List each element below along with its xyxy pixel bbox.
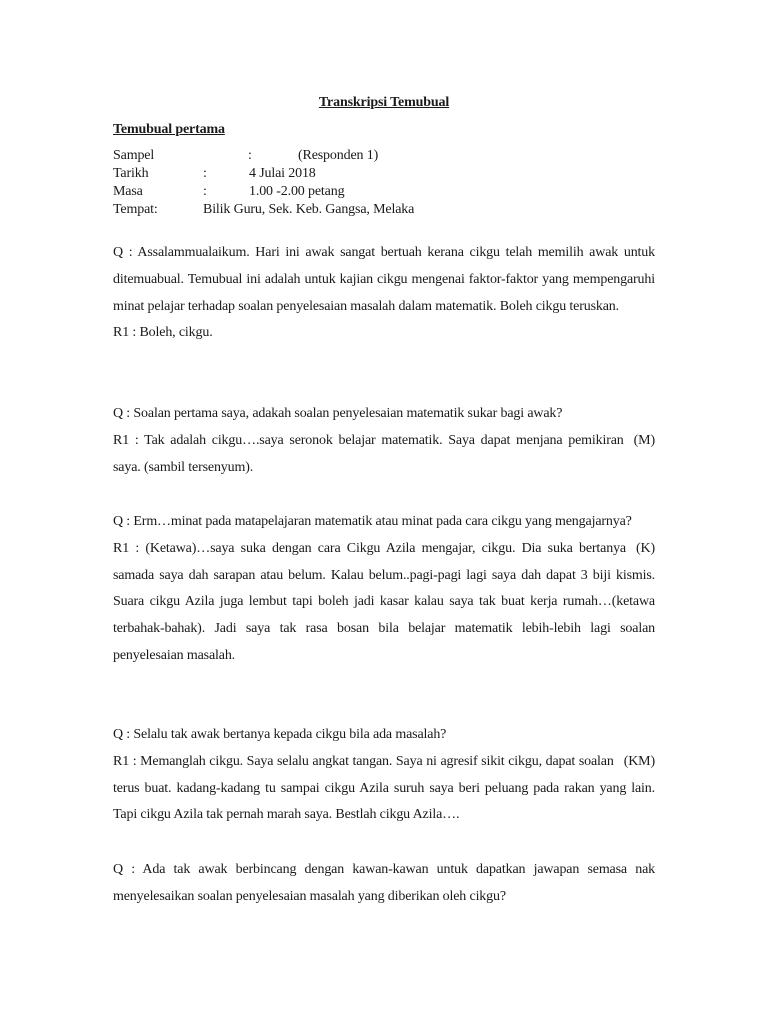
detail-row-tempat [113,201,673,219]
page-title: Transkripsi Temubual [318,95,450,110]
response-text: R1 : Tak adalah cikgu….saya seronok belajar matematik. Saya dapat menjana pemikiran saya. (sambil tersenyum). [113,432,624,475]
response-text: R1 : Memanglah cikgu. Saya selalu angkat tangan. Saya ni agresif sikit cikgu, dapat soalan terus buat. kadang-kadang tu sampai cikgu Azila suruh saya beri peluang pada rakan yang lain. Tapi cikgu Azila tak pernah marah saya. Bestlah cikgu Azila…. [113,753,655,823]
response-text: R1 : (Ketawa)…saya suka dengan cara Cikgu Azila mengajar, cikgu. Dia suka bertanya samada saya dah sarapan atau belum. Kalau belum..pagi-pagi lagi saya dah dapat 3 biji kismis. Suara cikgu Azila juga lembut tapi boleh jadi kasar kalau saya tak buat kerja rumah…(ketawa terbahak-bahak). Jadi saya tak rasa bosan bila belajar matematik lebih-lebih lagi soalan penyelesaian masalah. [113,540,655,663]
question-text: Q : Erm…minat pada matapelajaran matematik atau minat pada cara cikgu yang mengajarnya? [113,514,632,529]
qa-block [113,857,655,911]
qa-block [113,401,655,481]
response-text: R1 : Boleh, cikgu. [113,325,213,341]
theme-code: (K) [636,540,655,556]
question-text: Q : Soalan pertama saya, adakah soalan penyelesaian matematik sukar bagi awak? [113,406,563,421]
section-heading: Temubual pertama [113,122,225,137]
detail-colon: : [203,166,207,181]
question-text: Q : Selalu tak awak bertanya kepada cikgu bila ada masalah? [113,727,447,742]
detail-label: Masa [113,184,143,199]
detail-label: Sampel [113,148,155,163]
theme-code: (M) [633,432,655,448]
detail-colon: : [248,148,252,163]
detail-value: 4 Julai 2018 [249,166,316,181]
interview-details [113,147,673,219]
detail-row-masa [113,183,673,201]
theme-code: (KM) [623,753,655,769]
detail-row-sampel [113,147,673,165]
qa-block [113,722,655,829]
detail-label: Tarikh [113,166,149,181]
detail-value: (Responden 1) [298,148,379,163]
detail-row-tarikh [113,165,673,183]
detail-value: Bilik Guru, Sek. Keb. Gangsa, Melaka [203,202,415,217]
detail-label: Tempat: [113,202,158,217]
question-text: Q : Ada tak awak berbincang dengan kawan-kawan untuk dapatkan jawapan semasa nak menyelesaikan soalan penyelesaian masalah yang diberikan oleh cikgu? [113,862,655,904]
detail-colon: : [203,184,207,199]
qa-block [113,240,655,347]
question-text: Q : Assalammualaikum. Hari ini awak sangat bertuah kerana cikgu telah memilih awak untuk ditemuabual. Temubual ini adalah untuk kajian cikgu mengenai faktor-faktor yang mempengaruhi minat pelajar terhadap soalan penyelesaian masalah dalam matematik. Boleh cikgu teruskan. [113,245,655,314]
detail-value: 1.00 -2.00 petang [249,184,345,199]
qa-block [113,509,655,670]
